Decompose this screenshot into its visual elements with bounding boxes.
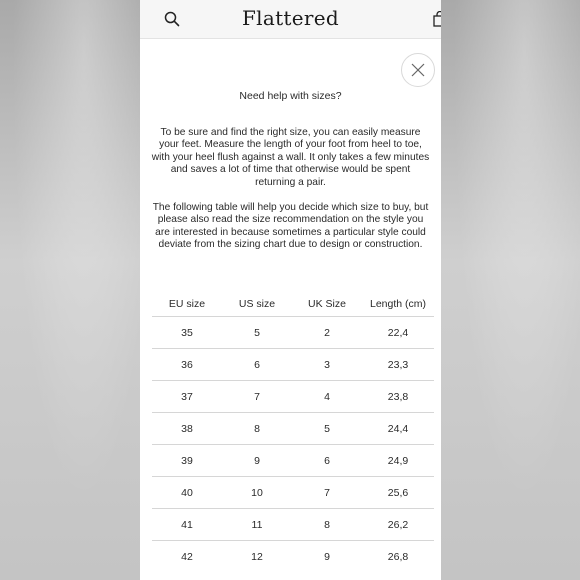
eu-size-cell: 36 [152,349,222,381]
table-row [152,381,434,413]
size-chart-table [152,292,434,572]
close-icon [411,63,425,77]
table-row [152,349,434,381]
us-size-cell: 5 [222,317,292,349]
us-size-cell: 9 [222,445,292,477]
measure-instructions: To be sure and find the right size, you can easily measure your feet. Measure the length of your foot from heel to toe, with your heel flush against a wall. It only takes a few minutes and saves a lot of time that otherwise would be spent returning a pair. [151,127,430,188]
table-header-row [152,292,434,317]
table-row [152,477,434,509]
length-cell: 24,9 [362,445,434,477]
table-row [152,509,434,541]
length-cell: 25,6 [362,477,434,509]
background-blur-right [441,0,580,580]
uk-size-cell: 8 [292,509,362,541]
uk-size-cell: 4 [292,381,362,413]
close-button[interactable] [401,53,435,87]
length-cell: 26,2 [362,509,434,541]
column-header-length: Length (cm) [369,298,427,310]
column-header-us: US size [238,298,276,310]
us-size-cell: 7 [222,381,292,413]
eu-size-cell: 40 [152,477,222,509]
table-row [152,413,434,445]
length-cell: 23,3 [362,349,434,381]
length-cell: 24,4 [362,413,434,445]
uk-size-cell: 6 [292,445,362,477]
length-cell: 26,8 [362,541,434,573]
us-size-cell: 12 [222,541,292,573]
brand-logo[interactable]: Flattered [241,6,339,30]
uk-size-cell: 2 [292,317,362,349]
eu-size-cell: 42 [152,541,222,573]
background-blur-left [0,0,140,580]
eu-size-cell: 39 [152,445,222,477]
uk-size-cell: 3 [292,349,362,381]
shopping-bag-icon[interactable] [433,11,441,27]
eu-size-cell: 35 [152,317,222,349]
column-header-eu: EU size [168,298,206,310]
eu-size-cell: 37 [152,381,222,413]
table-row [152,317,434,349]
modal-title: Need help with sizes? [239,90,342,102]
site-header [140,0,441,39]
us-size-cell: 11 [222,509,292,541]
us-size-cell: 10 [222,477,292,509]
us-size-cell: 6 [222,349,292,381]
size-help-modal [140,40,441,580]
table-instructions: The following table will help you decide which size to buy, but please also read the size recommendation on the style you are interested in because sometimes a particular style could deviate from the sizing chart due to design or construction. [152,202,429,251]
table-row [152,445,434,477]
uk-size-cell: 7 [292,477,362,509]
column-header-uk: UK Size [308,298,346,310]
uk-size-cell: 9 [292,541,362,573]
uk-size-cell: 5 [292,413,362,445]
phone-screen [140,0,441,580]
table-row [152,541,434,573]
length-cell: 23,8 [362,381,434,413]
eu-size-cell: 38 [152,413,222,445]
length-cell: 22,4 [362,317,434,349]
us-size-cell: 8 [222,413,292,445]
eu-size-cell: 41 [152,509,222,541]
